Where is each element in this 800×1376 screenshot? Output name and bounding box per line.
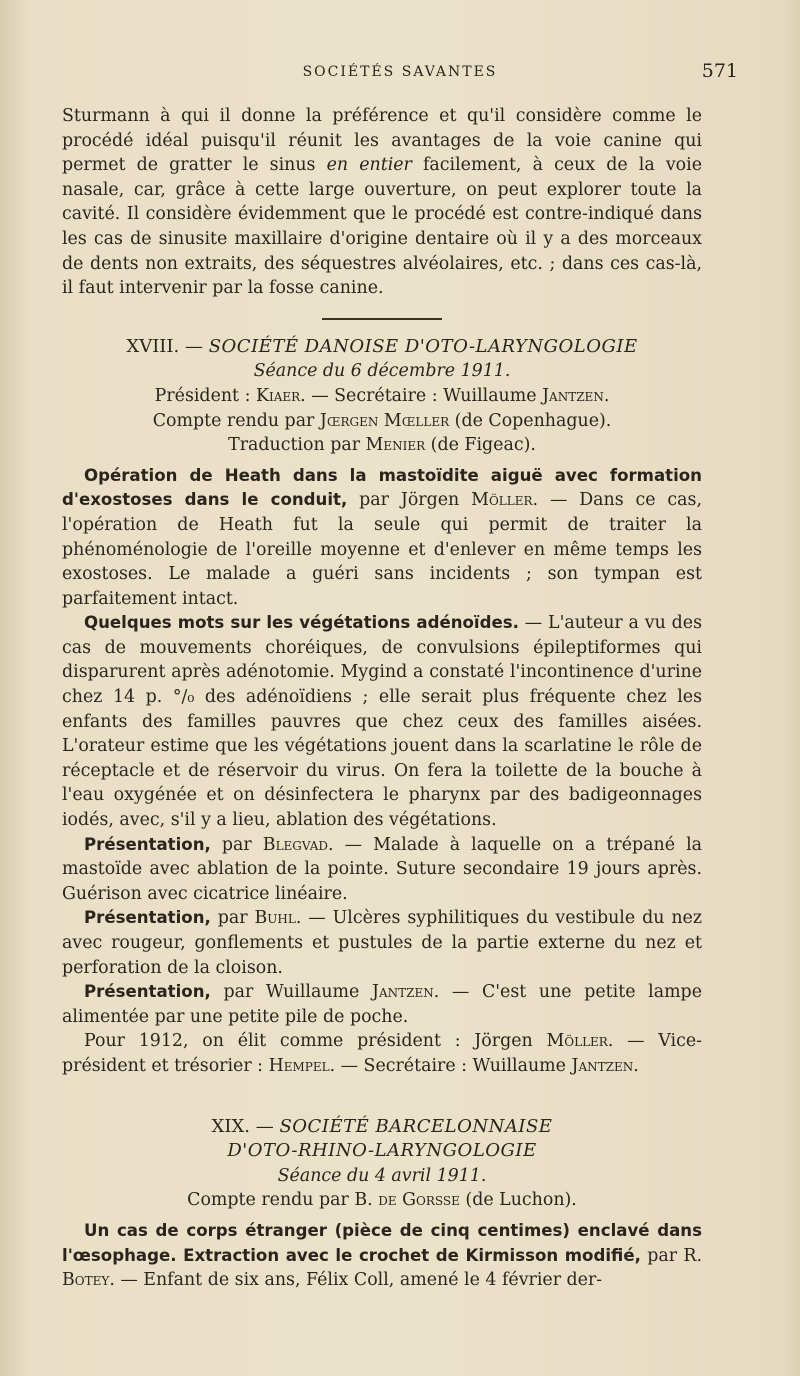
section-divider (322, 318, 442, 320)
item-corps-etranger: Un cas de corps étranger (pièce de cinq centimes) enclavé dans l'œsophage. Extraction avec le crochet de Kirmisson modifié, par R. Botey. — Enfant de six ans, Félix Coll, amené le 4 février der- (62, 1220, 703, 1291)
item-presentation-blegvad: Présentation, par Blegvad. — Malade à laquelle on a trépané la mastoïde avec ablation de la pointe. Suture secondaire 19 jours après. Guérison avec cicatrice linéaire. (62, 834, 702, 904)
section-19-compte-rendu: Compte rendu par B. de Gorsse (de Luchon). (187, 1190, 577, 1211)
item-presentation-buhl: Présentation, par Buhl. — Ulcères syphilitiques du vestibule du nez avec rougeur, gonflements et pustules de la partie externe du nez et perforation de la cloison. (62, 908, 703, 978)
section-18-traduction: Traduction par Menier (de Figeac). (228, 435, 536, 456)
section-19-seance: Séance du 4 avril 1911. (277, 1165, 487, 1186)
running-title: SOCIÉTÉS SAVANTES (302, 64, 498, 80)
page-body (62, 104, 702, 1293)
page-header (62, 58, 738, 88)
section-18-seance: Séance du 6 décembre 1911. (253, 361, 511, 382)
section-18-compte-rendu: Compte rendu par Jœrgen Mœller (de Copenhague). (152, 410, 612, 431)
section-18-heading: XVIII. — SOCIÉTÉ DANOISE D'OTO-LARYNGOLOGIE (126, 335, 638, 357)
section-18-officers: Président : Kiaer. — Secrétaire : Wuillaume Jantzen. (154, 385, 610, 406)
election-paragraph: Pour 1912, on élit comme président : Jörgen Möller. — Vice-président et trésorier : Hempel. — Secrétaire : Wuillaume Jantzen. (62, 1031, 702, 1076)
section-19-heading: XIX. — SOCIÉTÉ BARCELONNAISE (211, 1115, 553, 1137)
item-vegetations-adenoides: Quelques mots sur les végétations adénoïdes. — L'auteur a vu des cas de mouvements choréiques, de convulsions épileptiformes qui disparurent après adénotomie. Mygind a constaté l'incontinence d'urine chez 14 p. °/₀ des adénoïdiens ; elle serait plus fréquente chez les enfants des familles pauvres que chez ceux des familles aisées. L'orateur estime que les végétations jouent dans la scarlatine le rôle de réceptacle et de réservoir du virus. On fera la toilette de la bouche à l'eau oxygénée et on désinfectera le pharynx par des badigeonnages iodés, avec, s'il y a lieu, ablation des végétations. (62, 613, 702, 831)
item-heath-operation: Opération de Heath dans la mastoïdite aiguë avec formation d'exostoses dans le conduit, par Jörgen Möller. — Dans ce cas, l'opération de Heath fut la seule qui permit de traiter la phénoménologie de l'oreille moyenne et d'enlever en même temps les exostoses. Le malade a guéri sans incidents ; son tympan est parfaitement intact. (62, 465, 702, 609)
section-19-heading-line2: D'OTO-RHINO-LARYNGOLOGIE (227, 1140, 537, 1162)
intro-paragraph: Sturmann à qui il donne la préférence et qu'il considère comme le procédé idéal puisqu'il réunit les avantages de la voie canine qui permet de gratter le sinus en entier facilement, à ceux de la voie nasale, car, grâce à cette large ouverture, on peut explorer toute la cavité. Il considère évidemment que le procédé est contre-indiqué dans les cas de sinusite maxillaire d'origine dentaire où il y a des morceaux de dents non extraits, des séquestres alvéolaires, etc. ; dans ces cas-là, il faut intervenir par la fosse canine. (62, 106, 702, 299)
page-number: 571 (701, 60, 738, 82)
item-presentation-jantzen: Présentation, par Wuillaume Jantzen. — C'est une petite lampe alimentée par une petite pile de poche. (62, 982, 702, 1027)
